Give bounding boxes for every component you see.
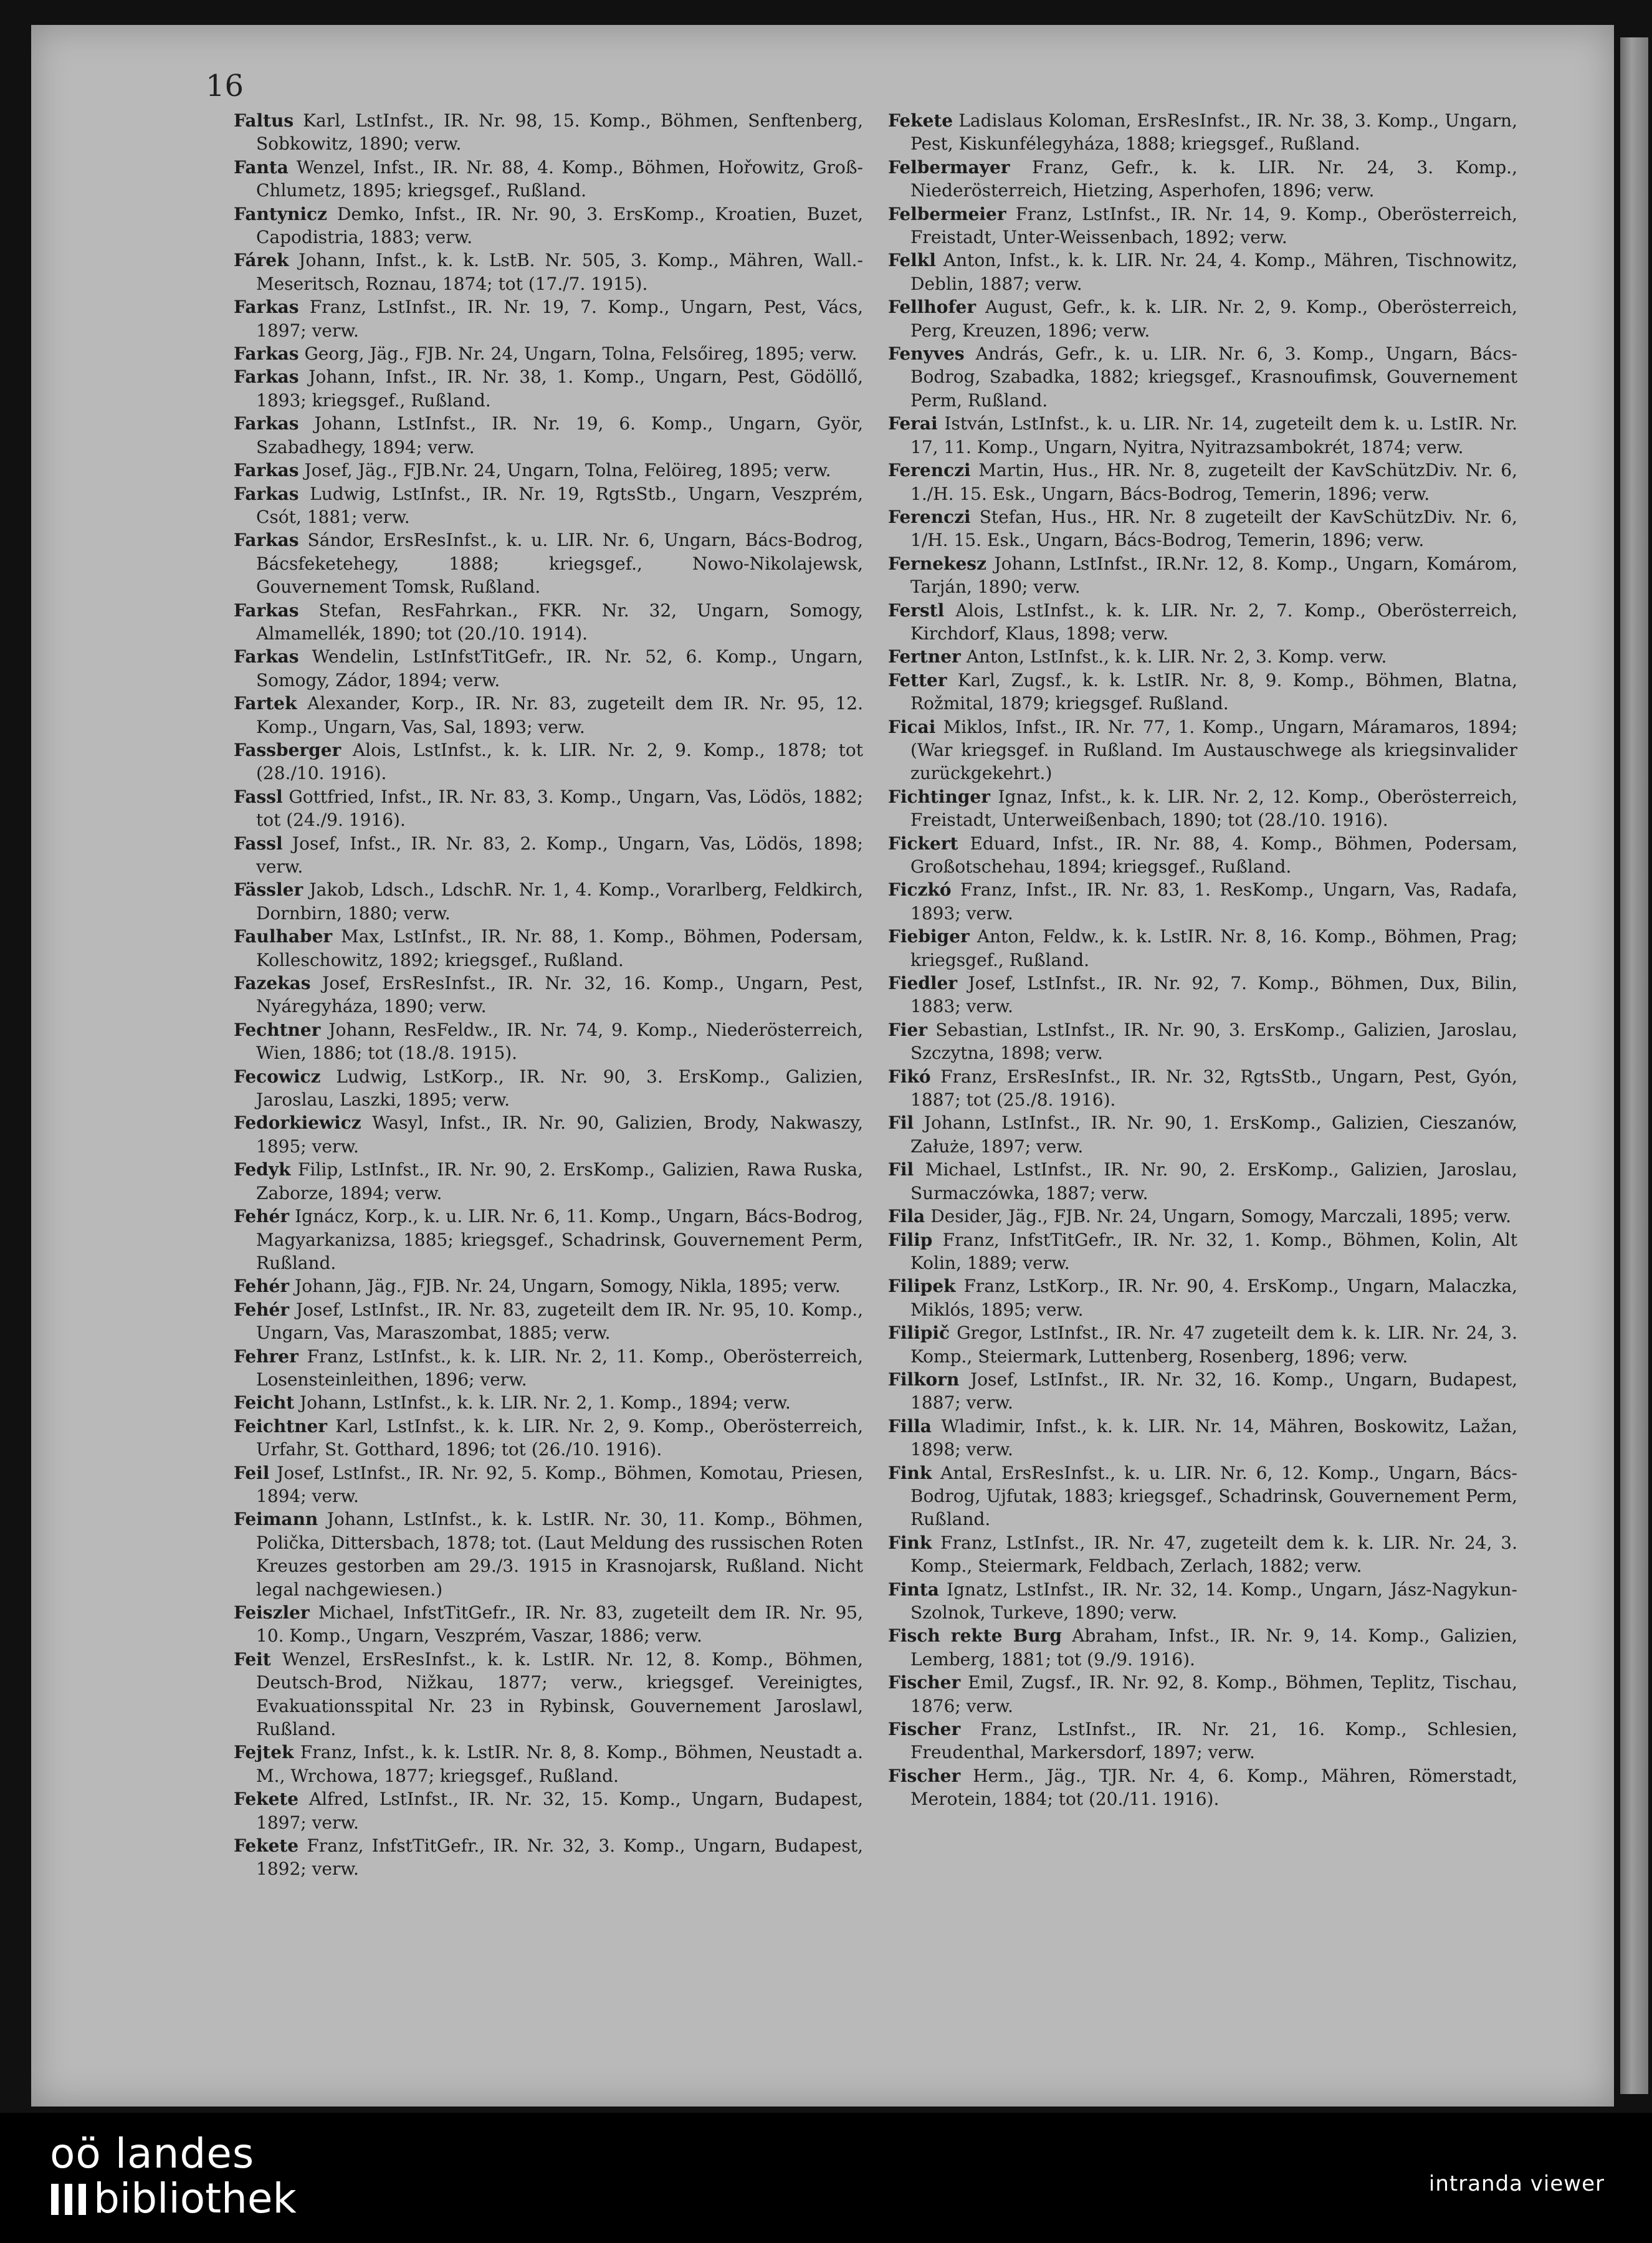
viewer-label: intranda viewer bbox=[1428, 2171, 1605, 2196]
register-entry bbox=[888, 552, 1517, 599]
entry-details: Karl, LstInfst., k. k. LIR. Nr. 2, 9. Komp., Oberösterreich, Urfahr, St. Gotthard, 1896; tot (26./10. 1916). bbox=[256, 1415, 863, 1460]
entry-details: Johann, LstInfst., k. k. LIR. Nr. 2, 1. Komp., 1894; verw. bbox=[300, 1392, 791, 1413]
register-entry bbox=[888, 1158, 1517, 1205]
entry-details: Miklos, Infst., IR. Nr. 77, 1. Komp., Ungarn, Máramaros, 1894; (War kriegsgef. in Rußland. Im Austauschwege als kriegsinvalider zurückgekehrt.) bbox=[910, 716, 1518, 784]
entry-details: Sándor, ErsResInfst., k. u. LIR. Nr. 6, Ungarn, Bács-Bodrog, Bácsfeketehegy, 1888; kriegsgef., Nowo-Nikolajewsk, Gouvernement Tomsk, Rußland. bbox=[256, 530, 863, 598]
register-entry bbox=[234, 599, 863, 646]
entry-details: Ladislaus Koloman, ErsResInfst., IR. Nr. 38, 3. Komp., Ungarn, Pest, Kiskunfélegyháza, 1888; kriegsgef., Rußland. bbox=[910, 110, 1517, 155]
register-entry bbox=[234, 925, 863, 972]
entry-details: Johann, Infst., k. k. LstB. Nr. 505, 3. Komp., Mähren, Wall.-Meseritsch, Roznau, 1874; tot (17./7. 1915). bbox=[256, 250, 864, 294]
entry-surname: Fassberger bbox=[234, 739, 341, 760]
entry-surname: Feiszler bbox=[234, 1602, 310, 1623]
entry-details: Josef, LstInfst., IR. Nr. 92, 5. Komp., Böhmen, Komotau, Priesen, 1894; verw. bbox=[256, 1462, 864, 1506]
entry-details: Alois, LstInfst., k. k. LIR. Nr. 2, 7. Komp., Oberösterreich, Kirchdorf, Klaus, 1898; verw. bbox=[910, 600, 1517, 644]
entry-surname: Fassl bbox=[234, 786, 283, 807]
register-entry bbox=[234, 412, 863, 459]
entry-details: Johann, Jäg., FJB. Nr. 24, Ungarn, Somogy, Nikla, 1895; verw. bbox=[295, 1276, 841, 1297]
entry-surname: Fedyk bbox=[234, 1159, 291, 1180]
entry-surname: Farkas bbox=[234, 646, 299, 667]
register-entry bbox=[888, 342, 1517, 412]
entry-surname: Fernekesz bbox=[888, 553, 986, 574]
entry-details: András, Gefr., k. u. LIR. Nr. 6, 3. Komp., Ungarn, Bács-Bodrog, Szabadka, 1882; kriegsgef., Krasnoufimsk, Gouvernement Perm, Rußland. bbox=[910, 343, 1517, 411]
register-entry bbox=[234, 109, 863, 156]
register-entry bbox=[888, 1368, 1517, 1415]
entry-details: Johann, LstInfst., IR. Nr. 19, 6. Komp., Ungarn, Györ, Szabadhegy, 1894; verw. bbox=[256, 413, 864, 457]
entry-surname: Farkas bbox=[234, 413, 299, 434]
register-entry bbox=[888, 459, 1517, 505]
entry-details: Franz, Infst., k. k. LstIR. Nr. 8, 8. Komp., Böhmen, Neustadt a. M., Wrchowa, 1877; kriegsgef., Rußland. bbox=[256, 1742, 863, 1786]
entry-details: Wendelin, LstInfstTitGefr., IR. Nr. 52, 6. Komp., Ungarn, Somogy, Zádor, 1894; verw. bbox=[256, 646, 864, 691]
entry-surname: Fehér bbox=[234, 1206, 290, 1227]
entry-details: Franz, Infst., IR. Nr. 83, 1. ResKomp., Ungarn, Vas, Radafa, 1893; verw. bbox=[910, 879, 1517, 924]
entry-details: Franz, LstInfst., IR. Nr. 47, zugeteilt dem k. k. LIR. Nr. 24, 3. Komp., Steiermark, Feldbach, Zerlach, 1882; verw. bbox=[910, 1532, 1517, 1577]
entry-surname: Fiebiger bbox=[888, 926, 970, 947]
page-edge bbox=[1620, 37, 1648, 2094]
entry-details: Wenzel, Infst., IR. Nr. 88, 4. Komp., Böhmen, Hořowitz, Groß-Chlumetz, 1895; kriegsgef., Rußland. bbox=[256, 156, 863, 201]
entry-surname: Ficai bbox=[888, 716, 936, 737]
entry-surname: Fickert bbox=[888, 833, 958, 854]
entry-details: Franz, LstInfst., IR. Nr. 21, 16. Komp., Schlesien, Freudenthal, Markersdorf, 1897; verw. bbox=[910, 1719, 1517, 1763]
entry-details: Franz, LstKorp., IR. Nr. 90, 4. ErsKomp., Ungarn, Malaczka, Miklós, 1895; verw. bbox=[910, 1276, 1517, 1320]
entry-details: Franz, LstInfst., k. k. LIR. Nr. 2, 11. Komp., Oberösterreich, Losensteinleithen, 1896; verw. bbox=[256, 1346, 863, 1390]
register-entry bbox=[234, 1205, 863, 1275]
entry-surname: Fárek bbox=[234, 250, 289, 271]
register-entry bbox=[888, 1111, 1517, 1158]
entry-surname: Feimann bbox=[234, 1509, 318, 1530]
entry-surname: Farkas bbox=[234, 366, 299, 388]
register-entry bbox=[888, 505, 1517, 552]
entry-details: Franz, InfstTitGefr., IR. Nr. 32, 3. Komp., Ungarn, Budapest, 1892; verw. bbox=[256, 1835, 863, 1880]
register-entry bbox=[888, 832, 1517, 879]
entry-details: István, LstInfst., k. u. LIR. Nr. 14, zugeteilt dem k. u. LstIR. Nr. 17, 11. Komp., Ungarn, Nyitra, Nyitrazsambokrét, 1874; verw. bbox=[910, 413, 1517, 457]
entry-surname: Fertner bbox=[888, 646, 961, 667]
register-entry bbox=[888, 1718, 1517, 1764]
entry-details: Josef, LstInfst., IR. Nr. 92, 7. Komp., Böhmen, Dux, Bilin, 1883; verw. bbox=[910, 973, 1517, 1017]
register-entry bbox=[234, 785, 863, 832]
register-entry bbox=[234, 342, 863, 365]
entry-surname: Fecowicz bbox=[234, 1066, 321, 1087]
entry-surname: Fischer bbox=[888, 1719, 961, 1740]
entry-surname: Filla bbox=[888, 1415, 932, 1437]
entry-surname: Filipič bbox=[888, 1322, 950, 1344]
entry-surname: Fässler bbox=[234, 879, 303, 901]
entry-surname: Fellhofer bbox=[888, 297, 976, 318]
entry-details: Martin, Hus., HR. Nr. 8, zugeteilt der KavSchützDiv. Nr. 6, 1./H. 15. Esk., Ungarn, Bács-Bodrog, Temerin, 1896; verw. bbox=[910, 460, 1518, 504]
entry-details: Johann, Infst., IR. Nr. 38, 1. Komp., Ungarn, Pest, Gödöllő, 1893; kriegsgef., Rußland. bbox=[256, 366, 864, 411]
entry-details: Stefan, Hus., HR. Nr. 8 zugeteilt der KavSchützDiv. Nr. 6, 1/H. 15. Esk., Ungarn, Bács-Bodrog, Temerin, 1896; verw. bbox=[910, 506, 1518, 551]
entry-surname: Fekete bbox=[234, 1789, 299, 1810]
page-number: 16 bbox=[206, 69, 244, 103]
register-entry bbox=[888, 1415, 1517, 1461]
entry-surname: Fischer bbox=[888, 1672, 961, 1693]
entry-details: Georg, Jäg., FJB. Nr. 24, Ungarn, Tolna, Felsőireg, 1895; verw. bbox=[304, 343, 857, 365]
register-entry bbox=[234, 1391, 863, 1414]
right-column bbox=[888, 109, 1517, 1811]
entry-details: Josef, LstInfst., IR. Nr. 83, zugeteilt dem IR. Nr. 95, 10. Komp., Ungarn, Vas, Maraszombat, 1885; verw. bbox=[256, 1299, 864, 1344]
register-entry bbox=[888, 203, 1517, 249]
entry-surname: Ferenczi bbox=[888, 460, 971, 481]
entry-surname: Filipek bbox=[888, 1276, 956, 1297]
register-entry bbox=[888, 1205, 1517, 1228]
entry-details: Wasyl, Infst., IR. Nr. 90, Galizien, Brody, Nakwaszy, 1895; verw. bbox=[256, 1112, 863, 1157]
entry-surname: Ferenczi bbox=[888, 506, 971, 527]
entry-surname: Filip bbox=[888, 1229, 933, 1250]
entry-details: Josef, Jäg., FJB.Nr. 24, Ungarn, Tolna, Felöireg, 1895; verw. bbox=[304, 460, 831, 481]
entry-surname: Feichtner bbox=[234, 1415, 328, 1437]
entry-surname: Fassl bbox=[234, 833, 283, 854]
register-entry bbox=[234, 528, 863, 598]
entry-surname: Fanta bbox=[234, 156, 289, 178]
entry-surname: Fartek bbox=[234, 693, 297, 714]
entry-details: Gregor, LstInfst., IR. Nr. 47 zugeteilt dem k. k. LIR. Nr. 24, 3. Komp., Steiermark, Luttenberg, Rosenberg, 1896; verw. bbox=[910, 1322, 1517, 1367]
register-entry bbox=[234, 739, 863, 785]
entry-details: Franz, Gefr., k. k. LIR. Nr. 24, 3. Komp., Niederösterreich, Hietzing, Asperhofen, 1896; verw. bbox=[910, 156, 1517, 201]
entry-surname: Fink bbox=[888, 1532, 932, 1553]
register-entry bbox=[234, 1741, 863, 1787]
logo-text-line2: bibliothek bbox=[93, 2174, 297, 2222]
entry-details: Johann, ResFeldw., IR. Nr. 74, 9. Komp., Niederösterreich, Wien, 1886; tot (18./8. 1915). bbox=[256, 1019, 863, 1064]
entry-surname: Fischer bbox=[888, 1765, 961, 1786]
entry-details: Franz, LstInfst., IR. Nr. 19, 7. Komp., Ungarn, Pest, Vács, 1897; verw. bbox=[256, 297, 864, 341]
entry-details: Franz, InfstTitGefr., IR. Nr. 32, 1. Komp., Böhmen, Kolin, Alt Kolin, 1889; verw. bbox=[910, 1229, 1517, 1273]
entry-details: Wladimir, Infst., k. k. LIR. Nr. 14, Mähren, Boskowitz, Lažan, 1898; verw. bbox=[910, 1415, 1517, 1460]
entry-surname: Fil bbox=[888, 1112, 914, 1134]
register-entry bbox=[234, 1648, 863, 1741]
entry-surname: Ficzkó bbox=[888, 879, 952, 901]
entry-surname: Farkas bbox=[234, 600, 299, 621]
entry-surname: Fila bbox=[888, 1206, 925, 1227]
entry-surname: Ferai bbox=[888, 413, 938, 434]
register-entry bbox=[234, 295, 863, 342]
entry-surname: Feit bbox=[234, 1648, 271, 1670]
register-entry bbox=[888, 412, 1517, 459]
entry-details: Abraham, Infst., IR. Nr. 9, 14. Komp., Galizien, Lemberg, 1881; tot (9./9. 1916). bbox=[910, 1625, 1518, 1670]
register-entry bbox=[888, 715, 1517, 785]
register-entry bbox=[888, 1321, 1517, 1368]
entry-details: Alois, LstInfst., k. k. LIR. Nr. 2, 9. Komp., 1878; tot (28./10. 1916). bbox=[256, 739, 863, 784]
entry-surname: Felbermayer bbox=[888, 156, 1010, 178]
logo-text-line1: oö landes bbox=[50, 2130, 255, 2178]
entry-details: Antal, ErsResInfst., k. u. LIR. Nr. 6, 12. Komp., Ungarn, Bács-Bodrog, Ujfutak, 1883; kriegsgef., Schadrinsk, Gouvernement Perm, Rußland. bbox=[910, 1462, 1517, 1530]
register-entry bbox=[888, 1065, 1517, 1112]
entry-details: Ignácz, Korp., k. u. LIR. Nr. 6, 11. Komp., Ungarn, Bács-Bodrog, Magyarkanizsa, 1885; kriegsgef., Schadrinsk, Gouvernement Perm, Rußland. bbox=[256, 1206, 863, 1273]
entry-details: Anton, LstInfst., k. k. LIR. Nr. 2, 3. Komp. verw. bbox=[966, 646, 1387, 667]
register-entry bbox=[888, 1461, 1517, 1531]
entry-details: Alexander, Korp., IR. Nr. 83, zugeteilt dem IR. Nr. 95, 12. Komp., Ungarn, Vas, Sal, 1893; verw. bbox=[256, 693, 863, 737]
register-entry bbox=[234, 203, 863, 249]
entry-surname: Fehér bbox=[234, 1299, 290, 1320]
register-entry bbox=[888, 669, 1517, 715]
entry-details: Wenzel, ErsResInfst., k. k. LstIR. Nr. 12, 8. Komp., Böhmen, Deutsch-Brod, Nižkau, 1877; verw., kriegsgef. Vereinigtes, Evakuationsspital Nr. 23 in Rybinsk, Gouvernement Jaroslawl, Rußland. bbox=[256, 1648, 863, 1740]
register-entry bbox=[888, 1764, 1517, 1811]
register-entry bbox=[234, 365, 863, 412]
register-entry bbox=[234, 1787, 863, 1834]
entry-surname: Fedorkiewicz bbox=[234, 1112, 361, 1134]
entry-surname: Farkas bbox=[234, 343, 299, 365]
entry-details: Herm., Jäg., TJR. Nr. 4, 6. Komp., Mähren, Römerstadt, Merotein, 1884; tot (20./11. 1916). bbox=[910, 1765, 1517, 1810]
entry-details: Gottfried, Infst., IR. Nr. 83, 3. Komp., Ungarn, Vas, Lödös, 1882; tot (24./9. 1916). bbox=[256, 786, 863, 831]
entry-details: Johann, LstInfst., k. k. LstIR. Nr. 30, 11. Komp., Böhmen, Polička, Dittersbach, 1878; tot. (Laut Meldung des russischen Roten Kreuzes gestorben am 29./3. 1915 in Krasnojarsk, Rußland. Nicht legal nachgewiesen.) bbox=[256, 1509, 863, 1600]
register-entry bbox=[888, 645, 1517, 668]
entry-details: Stefan, ResFahrkan., FKR. Nr. 32, Ungarn, Somogy, Almamellék, 1890; tot (20./10. 1914). bbox=[256, 600, 863, 644]
entry-details: Johann, LstInfst., IR. Nr. 90, 1. ErsKomp., Galizien, Cieszanów, Załuże, 1897; verw. bbox=[910, 1112, 1517, 1157]
entry-surname: Fekete bbox=[888, 110, 953, 131]
entry-surname: Farkas bbox=[234, 297, 299, 318]
register-entry bbox=[234, 1065, 863, 1112]
entry-surname: Farkas bbox=[234, 483, 299, 504]
register-entry bbox=[234, 482, 863, 529]
register-entry bbox=[888, 1531, 1517, 1578]
register-entry bbox=[234, 1461, 863, 1508]
register-entry bbox=[888, 295, 1517, 342]
entry-surname: Faltus bbox=[234, 110, 294, 131]
register-entry bbox=[234, 459, 863, 482]
entry-details: Franz, LstInfst., IR. Nr. 14, 9. Komp., Oberösterreich, Freistadt, Unter-Weissenbach, 1892; verw. bbox=[910, 203, 1517, 248]
register-entry bbox=[234, 1345, 863, 1392]
entry-details: Filip, LstInfst., IR. Nr. 90, 2. ErsKomp., Galizien, Rawa Ruska, Zaborze, 1894; verw. bbox=[256, 1159, 863, 1203]
entry-details: Anton, Feldw., k. k. LstIR. Nr. 8, 16. Komp., Böhmen, Prag; kriegsgef., Rußland. bbox=[910, 926, 1517, 970]
entry-details: Karl, Zugsf., k. k. LstIR. Nr. 8, 9. Komp., Böhmen, Blatna, Rožmital, 1879; kriegsgef. Rußland. bbox=[910, 669, 1517, 714]
register-entry bbox=[234, 878, 863, 925]
register-entry bbox=[888, 156, 1517, 203]
register-entry bbox=[234, 1298, 863, 1345]
entry-details: Johann, LstInfst., IR.Nr. 12, 8. Komp., Ungarn, Komárom, Tarján, 1890; verw. bbox=[910, 553, 1517, 598]
register-entry bbox=[234, 1275, 863, 1298]
register-entry bbox=[234, 1415, 863, 1461]
entry-surname: Felbermeier bbox=[888, 203, 1006, 224]
entry-surname: Fantynicz bbox=[234, 203, 327, 224]
entry-details: August, Gefr., k. k. LIR. Nr. 2, 9. Komp., Oberösterreich, Perg, Kreuzen, 1896; verw. bbox=[910, 297, 1517, 341]
register-entry bbox=[234, 832, 863, 879]
entry-surname: Faulhaber bbox=[234, 926, 333, 947]
entry-surname: Fink bbox=[888, 1462, 932, 1483]
entry-details: Jakob, Ldsch., LdschR. Nr. 1, 4. Komp., Vorarlberg, Feldkirch, Dornbirn, 1880; verw. bbox=[256, 879, 864, 924]
entry-surname: Fier bbox=[888, 1019, 928, 1040]
logo-bars-icon bbox=[50, 2183, 87, 2216]
register-entry bbox=[234, 972, 863, 1018]
entry-surname: Fehér bbox=[234, 1276, 290, 1297]
register-entry bbox=[888, 109, 1517, 156]
library-logo[interactable] bbox=[50, 2131, 297, 2221]
entry-details: Josef, LstInfst., IR. Nr. 32, 16. Komp., Ungarn, Budapest, 1887; verw. bbox=[910, 1369, 1517, 1413]
left-column bbox=[234, 109, 863, 1881]
register-entry bbox=[234, 1834, 863, 1881]
register-entry bbox=[888, 785, 1517, 832]
entry-surname: Fenyves bbox=[888, 343, 965, 365]
entry-details: Desider, Jäg., FJB. Nr. 24, Ungarn, Somogy, Marczali, 1895; verw. bbox=[930, 1206, 1511, 1227]
entry-surname: Finta bbox=[888, 1579, 939, 1600]
register-entry bbox=[234, 1508, 863, 1601]
entry-details: Anton, Infst., k. k. LIR. Nr. 24, 4. Komp., Mähren, Tischnowitz, Deblin, 1887; verw. bbox=[910, 250, 1517, 294]
register-entry bbox=[888, 878, 1517, 925]
entry-surname: Fichtinger bbox=[888, 786, 990, 807]
entry-details: Ludwig, LstKorp., IR. Nr. 90, 3. ErsKomp., Galizien, Jaroslau, Laszki, 1895; verw. bbox=[256, 1066, 863, 1111]
entry-details: Ignatz, LstInfst., IR. Nr. 32, 14. Komp., Ungarn, Jász-Nagykun-Szolnok, Turkeve, 1890; verw. bbox=[910, 1579, 1517, 1623]
register-entry bbox=[888, 249, 1517, 295]
entry-surname: Felkl bbox=[888, 250, 936, 271]
register-entry bbox=[234, 1018, 863, 1065]
entry-surname: Fekete bbox=[234, 1835, 299, 1857]
entry-surname: Fisch rekte Burg bbox=[888, 1625, 1062, 1647]
entry-details: Max, LstInfst., IR. Nr. 88, 1. Komp., Böhmen, Podersam, Kolleschowitz, 1892; kriegsgef., Rußland. bbox=[256, 926, 864, 970]
entry-surname: Fazekas bbox=[234, 973, 311, 994]
entry-surname: Farkas bbox=[234, 460, 299, 481]
entry-surname: Fetter bbox=[888, 669, 947, 691]
register-entry bbox=[234, 692, 863, 739]
entry-details: Ignaz, Infst., k. k. LIR. Nr. 2, 12. Komp., Oberösterreich, Freistadt, Unterweißenbach, 1890; tot (28./10. 1916). bbox=[910, 786, 1518, 831]
entry-surname: Fiedler bbox=[888, 973, 958, 994]
register-entry bbox=[888, 1671, 1517, 1718]
entry-surname: Farkas bbox=[234, 530, 299, 551]
entry-details: Sebastian, LstInfst., IR. Nr. 90, 3. ErsKomp., Galizien, Jaroslau, Szczytna, 1898; verw. bbox=[910, 1019, 1517, 1064]
entry-surname: Feil bbox=[234, 1462, 270, 1483]
entry-details: Michael, InfstTitGefr., IR. Nr. 83, zugeteilt dem IR. Nr. 95, 10. Komp., Ungarn, Veszprém, Vaszar, 1886; verw. bbox=[256, 1602, 863, 1647]
entry-surname: Ferstl bbox=[888, 600, 945, 621]
register-entry bbox=[234, 645, 863, 692]
register-entry bbox=[888, 1624, 1517, 1671]
register-entry bbox=[888, 1228, 1517, 1275]
entry-surname: Filkorn bbox=[888, 1369, 960, 1390]
register-entry bbox=[234, 249, 863, 295]
register-entry bbox=[888, 1275, 1517, 1321]
entry-surname: Feicht bbox=[234, 1392, 295, 1413]
entry-details: Michael, LstInfst., IR. Nr. 90, 2. ErsKomp., Galizien, Jaroslau, Surmaczówka, 1887; verw. bbox=[910, 1159, 1517, 1203]
register-entry bbox=[234, 1158, 863, 1205]
entry-surname: Fikó bbox=[888, 1066, 931, 1087]
entry-details: Karl, LstInfst., IR. Nr. 98, 15. Komp., Böhmen, Senftenberg, Sobkowitz, 1890; verw. bbox=[256, 110, 863, 155]
entry-details: Emil, Zugsf., IR. Nr. 92, 8. Komp., Böhmen, Teplitz, Tischau, 1876; verw. bbox=[910, 1672, 1517, 1716]
entry-surname: Fechtner bbox=[234, 1019, 321, 1040]
entry-details: Demko, Infst., IR. Nr. 90, 3. ErsKomp., Kroatien, Buzet, Capodistria, 1883; verw. bbox=[256, 203, 863, 248]
register-entry bbox=[888, 1578, 1517, 1625]
entry-surname: Fil bbox=[888, 1159, 914, 1180]
entry-surname: Fehrer bbox=[234, 1346, 298, 1367]
register-entry bbox=[234, 156, 863, 203]
entry-surname: Fejtek bbox=[234, 1742, 294, 1763]
register-entry bbox=[888, 972, 1517, 1018]
register-entry bbox=[234, 1111, 863, 1158]
entry-details: Eduard, Infst., IR. Nr. 88, 4. Komp., Böhmen, Podersam, Großotschehau, 1894; kriegsgef., Rußland. bbox=[910, 833, 1518, 877]
entry-details: Josef, ErsResInfst., IR. Nr. 32, 16. Komp., Ungarn, Pest, Nyáregyháza, 1890; verw. bbox=[256, 973, 863, 1017]
register-entry bbox=[888, 925, 1517, 972]
register-entry bbox=[234, 1601, 863, 1648]
register-entry bbox=[888, 1018, 1517, 1065]
entry-details: Ludwig, LstInfst., IR. Nr. 19, RgtsStb., Ungarn, Veszprém, Csót, 1881; verw. bbox=[256, 483, 863, 527]
entry-details: Franz, ErsResInfst., IR. Nr. 32, RgtsStb., Ungarn, Pest, Gyón, 1887; tot (25./8. 1916). bbox=[910, 1066, 1517, 1111]
register-entry bbox=[888, 599, 1517, 646]
entry-details: Josef, Infst., IR. Nr. 83, 2. Komp., Ungarn, Vas, Lödös, 1898; verw. bbox=[256, 833, 863, 877]
entry-details: Alfred, LstInfst., IR. Nr. 32, 15. Komp., Ungarn, Budapest, 1897; verw. bbox=[256, 1789, 863, 1833]
